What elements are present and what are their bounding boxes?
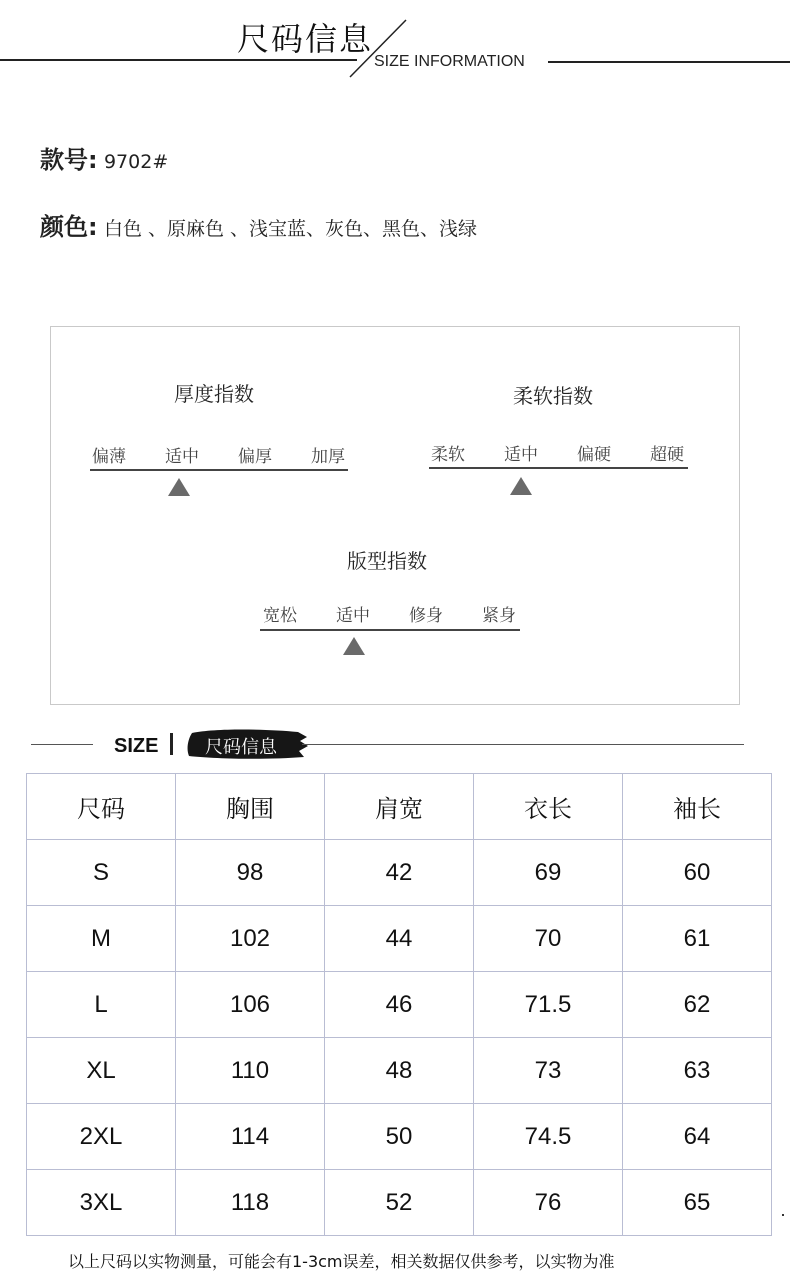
- table-cell: 70: [474, 906, 623, 972]
- table-row: [27, 1170, 772, 1236]
- table-cell: 61: [623, 906, 772, 972]
- table-cell: 42: [325, 840, 474, 906]
- table-row: [27, 906, 772, 972]
- table-cell: 64: [623, 1104, 772, 1170]
- table-cell: 69: [474, 840, 623, 906]
- header-cell: 肩宽: [325, 774, 474, 840]
- header-cell: 衣长: [474, 774, 623, 840]
- table-cell: M: [27, 906, 176, 972]
- table-header-row: [27, 774, 772, 840]
- thickness-option: 偏厚: [238, 447, 272, 467]
- color-value: 白色 、原麻色 、浅宝蓝、灰色、黑色、浅绿: [103, 218, 478, 240]
- table-cell: 65: [623, 1170, 772, 1236]
- header-title: 尺码信息: [237, 20, 374, 58]
- fit-scale-line: [260, 629, 520, 631]
- table-cell: 118: [176, 1170, 325, 1236]
- table-cell: 3XL: [27, 1170, 176, 1236]
- table-cell: 114: [176, 1104, 325, 1170]
- softness-option: 柔软: [431, 445, 465, 465]
- thickness-marker: [168, 478, 190, 496]
- size-banner-rule-right: [302, 744, 744, 745]
- table-cell: 76: [474, 1170, 623, 1236]
- table-cell: 73: [474, 1038, 623, 1104]
- table-cell: 46: [325, 972, 474, 1038]
- table-cell: L: [27, 972, 176, 1038]
- table-row: [27, 1104, 772, 1170]
- fit-marker: [343, 637, 365, 655]
- header-rule-right: [548, 61, 790, 63]
- table-row: [27, 1038, 772, 1104]
- stray-dot: [782, 1214, 784, 1216]
- table-cell: 63: [623, 1038, 772, 1104]
- table-cell: 48: [325, 1038, 474, 1104]
- table-cell: 50: [325, 1104, 474, 1170]
- table-cell: 2XL: [27, 1104, 176, 1170]
- softness-marker: [510, 477, 532, 495]
- fit-option: 修身: [409, 606, 443, 626]
- table-cell: 74.5: [474, 1104, 623, 1170]
- fit-option: 适中: [336, 606, 370, 626]
- size-banner-bar: [170, 733, 173, 755]
- table-cell: 60: [623, 840, 772, 906]
- softness-option: 适中: [504, 445, 538, 465]
- table-cell: 98: [176, 840, 325, 906]
- size-banner-rule-left: [31, 744, 93, 745]
- table-cell: 44: [325, 906, 474, 972]
- thickness-scale-line: [90, 469, 348, 471]
- thickness-index-title: 厚度指数: [174, 382, 254, 406]
- table-cell: XL: [27, 1038, 176, 1104]
- table-cell: 52: [325, 1170, 474, 1236]
- softness-index-title: 柔软指数: [513, 384, 593, 408]
- style-number-label: 款号:: [40, 146, 98, 174]
- softness-scale-line: [429, 467, 688, 469]
- size-banner-badge-text: 尺码信息: [205, 737, 277, 758]
- size-table: [26, 773, 772, 1236]
- header-cell: 尺码: [27, 774, 176, 840]
- table-row: [27, 972, 772, 1038]
- header-cell: 袖长: [623, 774, 772, 840]
- table-row: [27, 840, 772, 906]
- size-banner-label: SIZE: [114, 735, 159, 757]
- table-cell: 110: [176, 1038, 325, 1104]
- color-label: 颜色:: [40, 213, 98, 241]
- header-cell: 胸围: [176, 774, 325, 840]
- style-number-row: [40, 140, 168, 175]
- header-subtitle: SIZE INFORMATION: [374, 53, 525, 70]
- fabric-index-panel: [50, 326, 740, 705]
- header-slash-divider: [0, 0, 790, 100]
- color-row: [40, 207, 477, 242]
- table-cell: 71.5: [474, 972, 623, 1038]
- style-number-value: 9702#: [103, 151, 169, 173]
- table-cell: 106: [176, 972, 325, 1038]
- fit-option: 宽松: [263, 606, 297, 626]
- measurement-footnote: 以上尺码以实物测量，可能会有1-3cm误差，相关数据仅供参考，以实物为准: [68, 1252, 615, 1271]
- thickness-option: 加厚: [311, 447, 345, 467]
- softness-option: 超硬: [650, 445, 684, 465]
- thickness-option: 偏薄: [92, 447, 126, 467]
- table-cell: 62: [623, 972, 772, 1038]
- table-cell: 102: [176, 906, 325, 972]
- softness-option: 偏硬: [577, 445, 611, 465]
- table-cell: S: [27, 840, 176, 906]
- thickness-option: 适中: [165, 447, 199, 467]
- fit-index-title: 版型指数: [347, 549, 427, 573]
- fit-option: 紧身: [482, 606, 516, 626]
